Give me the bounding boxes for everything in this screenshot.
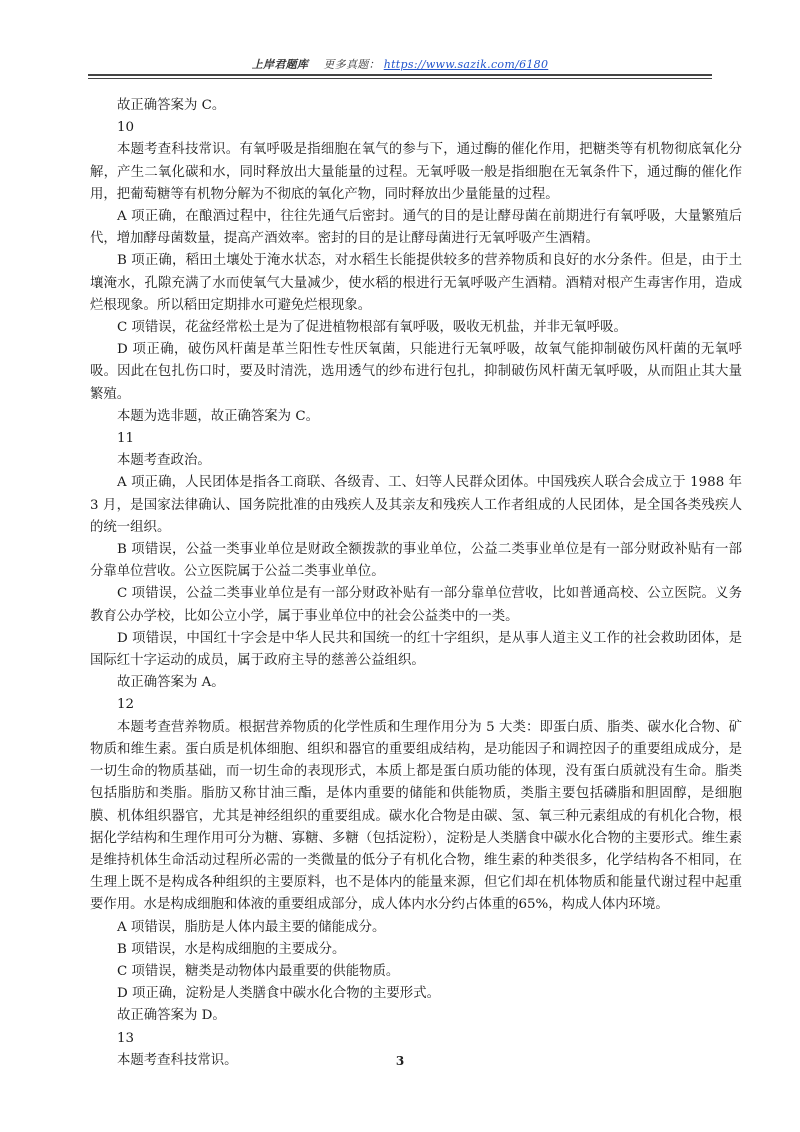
paragraph: C 项错误，公益二类事业单位是有一部分财政补贴有一部分靠单位营收，比如普通高校、公立医院。义务教育公办学校，比如公立小学，属于事业单位中的社会公益类中的一类。 xyxy=(90,586,742,624)
paragraph: D 项正确，淀粉是人类膳食中碳水化合物的主要形式。 xyxy=(117,986,440,1002)
document-body xyxy=(90,95,742,1072)
paragraph: A 项正确，人民团体是指各工商联、各级青、工、妇等人民群众团体。中国残疾人联合会成立于 1988 年 3 月，是国家法律确认、国务院批准的由残疾人及其亲友和残疾人工作者组成的人民团体，是全国各类残疾人的统一组织。 xyxy=(90,475,742,535)
paragraph: C 项错误，糖类是动物体内最重要的供能物质。 xyxy=(117,963,400,979)
paragraph: 本题为选非题，故正确答案为 C。 xyxy=(117,408,319,424)
question-number: 13 xyxy=(117,1030,135,1046)
page-header xyxy=(88,56,712,72)
paragraph: 本题考查营养物质。根据营养物质的化学性质和生理作用分为 5 大类：即蛋白质、脂类、碳水化合物、矿物质和维生素。蛋白质是机体细胞、组织和器官的重要组成结构，是功能因子和调控因子的重要组成成分，是一切生命的物质基础，而一切生命的表现形式，本质上都是蛋白质功能的体现，没有蛋白质就没有生命。脂类包括脂肪和类脂。脂肪又称甘油三酯，是体内重要的储能和供能物质，类脂主要包括磷脂和胆固醇，是细胞膜、机体组织器官，尤其是神经组织的重要组成。碳水化合物是由碳、氢、氧三种元素组成的有机化合物，根据化学结构和生理作用可分为糖、寡糖、多糖（包括淀粉），淀粉是人类膳食中碳水化合物的主要形式。维生素是维持机体生命活动过程所必需的一类微量的低分子有机化合物，维生素的种类很多，化学结构各不相同，在生理上既不是构成各种组织的主要原料，也不是体内的能量来源，但它们却在机体物质和能量代谢过程中起重要作用。水是构成细胞和体液的重要组成部分，成人体内水分约占体重的65%，构成人体内环境。 xyxy=(90,719,742,913)
page-number: 3 xyxy=(395,1054,405,1068)
paragraph: 本题考查科技常识。有氧呼吸是指细胞在氧气的参与下，通过酶的催化作用，把糖类等有机物彻底氧化分解，产生二氧化碳和水，同时释放出大量能量的过程。无氧呼吸一般是指细胞在无氧条件下，通过酶的催化作用，把葡萄糖等有机物分解为不彻底的氧化产物，同时释放出少量能量的过程。 xyxy=(90,142,742,202)
paragraph: C 项错误，花盆经常松土是为了促进植物根部有氧呼吸，吸收无机盐，并非无氧呼吸。 xyxy=(117,320,627,336)
header-brand: 上岸君题库 xyxy=(251,58,309,71)
paragraph: 故正确答案为 A。 xyxy=(117,675,225,691)
paragraph: 本题考查政治。 xyxy=(117,453,211,469)
header-more-label: 更多真题： xyxy=(323,58,380,71)
paragraph: D 项正确，破伤风杆菌是革兰阳性专性厌氧菌，只能进行无氧呼吸，故氧气能抑制破伤风杆菌的无氧呼吸。因此在包扎伤口时，要及时清洗，选用透气的纱布进行包扎，抑制破伤风杆菌无氧呼吸，从而阻止其大量繁殖。 xyxy=(90,342,742,402)
question-number: 11 xyxy=(117,431,135,447)
paragraph: 本题考查科技常识。 xyxy=(117,1052,238,1068)
paragraph: D 项错误，中国红十字会是中华人民共和国统一的红十字组织，是从事人道主义工作的社会救助团体，是国际红十字运动的成员，属于政府主导的慈善公益组织。 xyxy=(90,630,742,669)
paragraph: A 项正确，在酿酒过程中，往往先通气后密封。通气的目的是让酵母菌在前期进行有氧呼吸，大量繁殖后代，增加酵母菌数量，提高产酒效率。密封的目的是让酵母菌进行无氧呼吸产生酒精。 xyxy=(90,209,742,247)
header-url-link[interactable]: https://www.sazik.com/6180 xyxy=(383,58,549,71)
header-divider xyxy=(88,74,712,79)
paragraph: 故正确答案为 D。 xyxy=(117,1008,226,1024)
paragraph: A 项错误，脂肪是人体内最主要的储能成分。 xyxy=(117,919,386,935)
paragraph: 故正确答案为 C。 xyxy=(117,98,226,113)
paragraph: B 项错误，水是构成细胞的主要成分。 xyxy=(117,941,346,957)
paragraph: B 项错误，公益一类事业单位是财政全额拨款的事业单位，公益二类事业单位是有一部分财政补贴有一部分靠单位营收。公立医院属于公益二类事业单位。 xyxy=(90,542,742,580)
question-number: 12 xyxy=(117,697,135,713)
paragraph: B 项正确，稻田土壤处于淹水状态，对水稻生长能提供较多的营养物质和良好的水分条件。但是，由于土壤淹水，孔隙充满了水而使氧气大量减少，使水稻的根进行无氧呼吸产生酒精。酒精对根产生毒害作用，造成烂根现象。所以稻田定期排水可避免烂根现象。 xyxy=(90,253,742,313)
question-number: 10 xyxy=(117,120,135,136)
